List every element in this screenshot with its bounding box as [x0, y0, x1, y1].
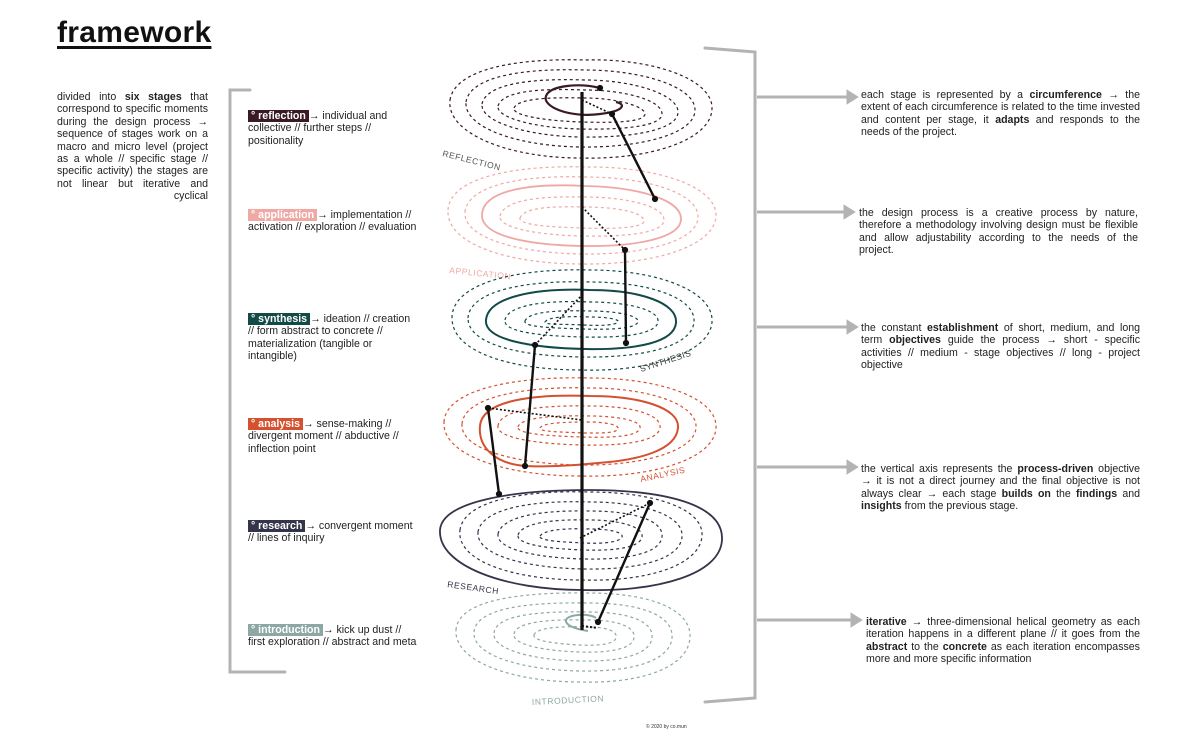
stage-synthesis-text: ° synthesis → ideation // creation // form abstract to concrete // materialization (tangible or intangible) [248, 313, 411, 363]
right-bracket [705, 48, 755, 702]
label-synthesis: SYNTHESIS [638, 347, 693, 374]
copyright: © 2020 by co.mun [646, 724, 687, 730]
stage-tag-synthesis: ° synthesis [248, 313, 310, 325]
left-bracket [230, 90, 285, 672]
page-title: framework [57, 16, 212, 49]
arrows [757, 92, 860, 625]
note-objectives: the constant establishment of short, medium, and long term objectives guide the process → short - specific activities // medium - stage objectives // long - project objective [861, 322, 1140, 372]
note-creative-process: the design process is a creative process by nature, therefore a methodology involving design must be flexible and allow adjustability according to the needs of the project. [859, 207, 1138, 257]
stage-reflection-text: ° reflection → individual and collective // further steps // positionality [248, 110, 388, 147]
label-research: RESEARCH [446, 579, 500, 597]
note-iterative: iterative → three-dimensional helical geometry as each iteration happens in a different plane // it goes from the abstract to the concrete as each iteration encompasses more and more specific information [866, 616, 1140, 666]
note-vertical-axis: the vertical axis represents the process-driven objective → it is not a direct journey and the final objective is not always clear → each stage builds on the findings and insights from the previous stage. [861, 463, 1140, 513]
intro-text: divided into six stages that correspond to specific moments during the design process → sequence of stages work on a macro and micro level (project as a whole // specific stage // specific activity) the stages are not linear but iterative and cyclical [57, 91, 208, 203]
stage-tag-research: ° research [248, 520, 305, 532]
note-circumference: each stage is represented by a circumference → the extent of each circumference is related to the time invested and content per stage, it adapts and responds to the needs of the project. [861, 89, 1140, 139]
introduction-rings [456, 593, 690, 682]
label-introduction: INTRODUCTION [531, 693, 605, 707]
stage-tag-application: ° application [248, 209, 317, 221]
stage-tag-introduction: ° introduction [248, 624, 323, 636]
stage-analysis-text: ° analysis → sense-making // divergent moment // abductive // inflection point [248, 418, 399, 455]
label-reflection: REFLECTION [441, 148, 503, 173]
stage-tag-analysis: ° analysis [248, 418, 303, 430]
analysis-rings [444, 378, 716, 476]
stage-research-text: ° research → convergent moment // lines of inquiry [248, 520, 413, 545]
analysis-solid-ring [480, 396, 678, 467]
stage-introduction-text: ° introduction → kick up dust // first exploration // abstract and meta [248, 624, 417, 649]
stage-application-text: ° application → implementation // activation // exploration // evaluation [248, 209, 417, 234]
stage-tag-reflection: ° reflection [248, 110, 309, 122]
label-analysis: ANALYSIS [639, 464, 687, 484]
label-application: APPLICATION [448, 265, 512, 282]
